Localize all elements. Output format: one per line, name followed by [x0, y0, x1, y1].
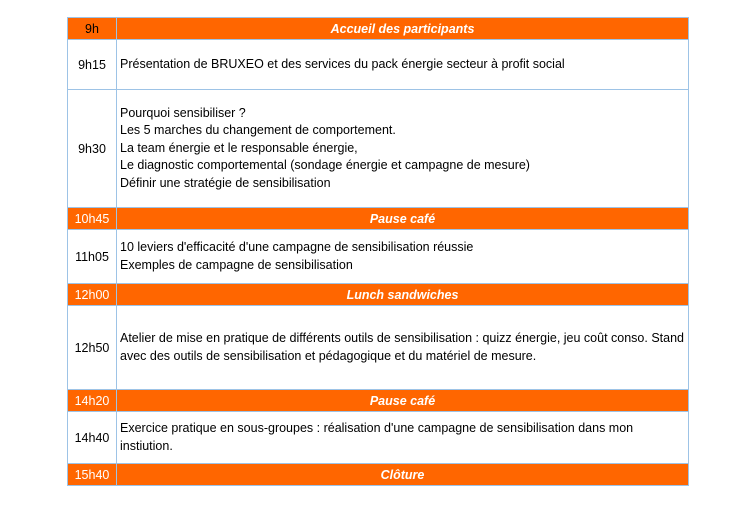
- table-row: [68, 412, 689, 464]
- row-time: 12h50: [68, 306, 117, 390]
- table-row: [68, 18, 689, 40]
- table-row: [68, 284, 689, 306]
- content-line: 10 leviers d'efficacité d'une campagne de sensibilisation réussie: [120, 240, 474, 254]
- content-line: Les 5 marches du changement de comportement.: [120, 123, 396, 138]
- row-time: 9h30: [68, 90, 117, 208]
- row-title: Lunch sandwiches: [117, 284, 689, 306]
- table-row: [68, 306, 689, 390]
- row-title: Clôture: [117, 464, 689, 486]
- table-row: [68, 40, 689, 90]
- row-time: 12h00: [68, 284, 117, 306]
- row-content: [117, 230, 689, 284]
- row-time: 15h40: [68, 464, 117, 486]
- table-row: [68, 464, 689, 486]
- row-time: 11h05: [68, 230, 117, 284]
- row-time: 9h: [68, 18, 117, 40]
- content-line: La team énergie et le responsable énergie,: [120, 140, 358, 155]
- row-content: [117, 412, 689, 464]
- row-time: 14h40: [68, 412, 117, 464]
- row-title: Accueil des participants: [117, 18, 689, 40]
- row-time: 10h45: [68, 208, 117, 230]
- content-line: avec des outils de sensibilisation et pédagogique et du matériel de mesure.: [120, 348, 537, 363]
- table-row: [68, 390, 689, 412]
- content-line: Atelier de mise en pratique de différents outils de sensibilisation : quizz énergie, jeu coût conso. Stand: [120, 331, 684, 345]
- row-time: 14h20: [68, 390, 117, 412]
- row-time: 9h15: [68, 40, 117, 90]
- table-row: [68, 90, 689, 208]
- row-title: Pause café: [117, 208, 689, 230]
- content-line: Exemples de campagne de sensibilisation: [120, 257, 353, 272]
- content-line: Définir une stratégie de sensibilisation: [120, 175, 331, 190]
- table-row: [68, 230, 689, 284]
- row-title: Pause café: [117, 390, 689, 412]
- row-content: [117, 306, 689, 390]
- content-line: Pourquoi sensibiliser ?: [120, 105, 246, 120]
- content-line: Présentation de BRUXEO et des services du pack énergie secteur à profit social: [120, 56, 565, 71]
- content-line: Exercice pratique en sous-groupes : réalisation d'une campagne de sensibilisation dans mon instiution.: [120, 421, 634, 453]
- schedule-table: [67, 17, 689, 486]
- row-content: [117, 40, 689, 90]
- content-line: Le diagnostic comportemental (sondage énergie et campagne de mesure): [120, 158, 530, 173]
- table-row: [68, 208, 689, 230]
- row-content: [117, 90, 689, 208]
